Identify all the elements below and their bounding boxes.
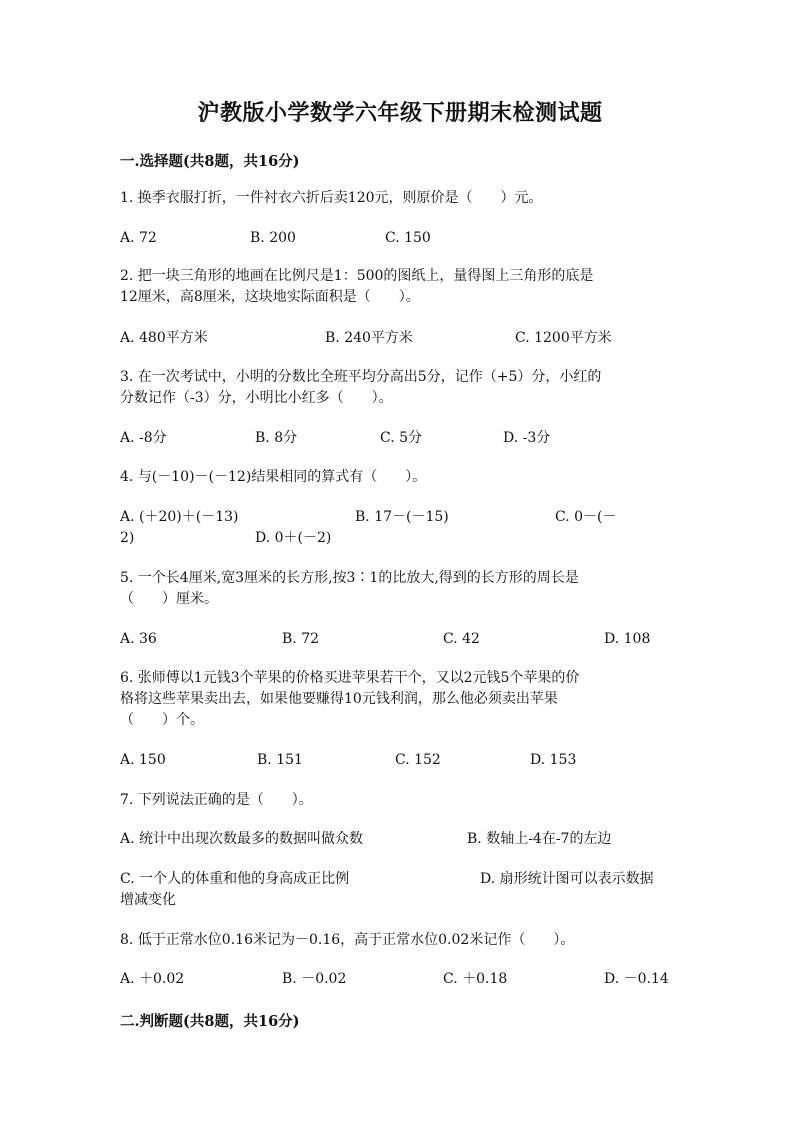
question-8 (120, 930, 680, 951)
question-text-line: （ ）个。 (120, 712, 204, 728)
option-a: A. (＋20)＋(－13) (120, 509, 239, 525)
question-text: 7. 下列说法正确的是（ ）。 (120, 792, 313, 808)
question-text: 1. 换季衣服打折，一件衬衣六折后卖120元，则原价是（ ）元。 (120, 190, 543, 206)
question-text-line: 分数记作（-3）分，小明比小红多（ ）。 (120, 390, 393, 406)
option-c: C. 一个人的体重和他的身高成正比例 (120, 871, 350, 887)
option-c: C. ＋0.18 (443, 971, 508, 987)
option-d: D. -3分 (503, 430, 551, 446)
option-a: A. 480平方米 (120, 330, 208, 346)
question-3 (120, 367, 680, 409)
question-5 (120, 568, 680, 610)
question-6 (120, 668, 680, 731)
option-d: D. 扇形统计图可以表示数据 (480, 871, 654, 887)
question-text-line: 格将这些苹果卖出去，如果他要赚得10元钱利润，那么他必须卖出苹果 (120, 691, 558, 707)
option-a: A. ＋0.02 (120, 971, 185, 987)
option-c: C. 150 (385, 230, 431, 246)
option-b: B. 数轴上-4在-7的左边 (467, 831, 612, 847)
question-text-line: 2. 把一块三角形的地画在比例尺是1：500的图纸上，量得图上三角形的底是 (120, 268, 594, 284)
option-d: D. 153 (530, 752, 577, 768)
option-a: A. 72 (120, 230, 157, 246)
option-b: B. 8分 (255, 430, 298, 446)
question-text: 4. 与(－10)－(－12)结果相同的算式有（ ）。 (120, 469, 427, 485)
option-a: A. -8分 (120, 430, 167, 446)
option-d: D. 0＋(－2) (255, 530, 332, 546)
option-c: C. 42 (443, 631, 480, 647)
question-text-line: 5. 一个长4厘米,宽3厘米的长方形,按3∶1的比放大,得到的长方形的周长是 (120, 570, 579, 586)
option-d-continued: 增减变化 (120, 892, 176, 908)
question-1 (120, 188, 680, 209)
section-heading-choice: 一.选择题(共8题，共16分) (120, 153, 300, 170)
option-c: C. 5分 (380, 430, 423, 446)
page-title: 沪教版小学数学六年级下册期末检测试题 (197, 100, 603, 126)
option-c: C. 1200平方米 (515, 330, 612, 346)
option-c: C. 0－(－ (555, 509, 617, 525)
option-a: A. 统计中出现次数最多的数据叫做众数 (120, 831, 364, 847)
option-c-continued: 2) (120, 530, 135, 546)
question-text-line: 3. 在一次考试中，小明的分数比全班平均分高出5分，记作（+5）分，小红的 (120, 369, 602, 385)
question-4 (120, 467, 680, 488)
question-text-line: 6. 张师傅以1元钱3个苹果的价格买进苹果若干个，又以2元钱5个苹果的价 (120, 670, 580, 686)
option-d: D. 108 (604, 631, 651, 647)
option-a: A. 36 (120, 631, 157, 647)
option-c: C. 152 (395, 752, 441, 768)
option-b: B. 17－(－15) (355, 509, 449, 525)
question-text: 8. 低于正常水位0.16米记为－0.16，高于正常水位0.02米记作（ ）。 (120, 932, 575, 948)
question-text-line: （ ）厘米。 (120, 591, 218, 607)
question-2 (120, 266, 680, 308)
option-a: A. 150 (120, 752, 166, 768)
option-b: B. 240平方米 (325, 330, 413, 346)
option-d: D. －0.14 (604, 971, 669, 987)
option-b: B. 72 (282, 631, 320, 647)
option-b: B. 200 (250, 230, 296, 246)
section-heading-judgment: 二.判断题(共8题，共16分) (120, 1013, 300, 1030)
option-b: B. －0.02 (282, 971, 347, 987)
question-text-line: 12厘米，高8厘米，这块地实际面积是（ ）。 (120, 289, 420, 305)
question-7 (120, 790, 680, 811)
option-b: B. 151 (257, 752, 303, 768)
